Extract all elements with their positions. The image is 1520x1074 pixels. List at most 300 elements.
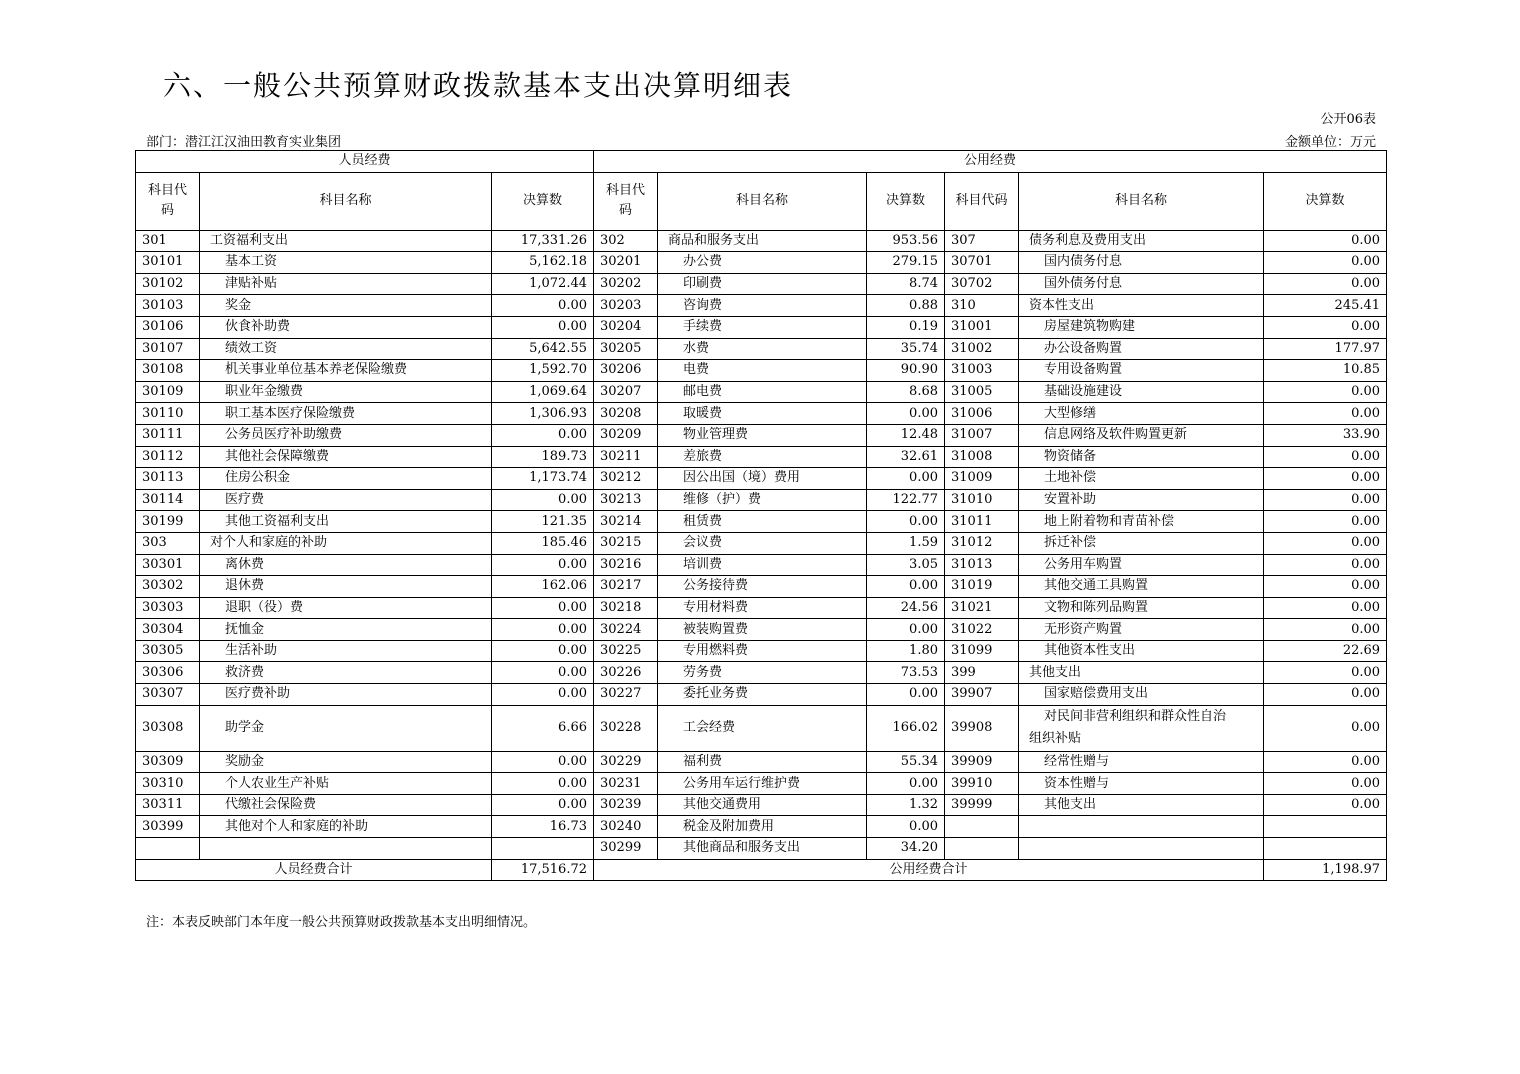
name-cell: 被装购置费 [658,619,867,641]
public-total-value: 1,198.97 [1264,859,1387,881]
code-cell: 30228 [594,705,658,751]
name-cell: 电费 [658,360,867,382]
code-cell: 30213 [594,489,658,511]
code-cell: 30215 [594,532,658,554]
amount-cell: 166.02 [867,705,945,751]
name-cell: 机关事业单位基本养老保险缴费 [200,360,492,382]
code-cell: 31019 [945,576,1019,598]
name-cell: 抚恤金 [200,619,492,641]
amount-cell: 1.32 [867,794,945,816]
amount-unit: 金额单位：万元 [1284,135,1376,150]
name-cell: 商品和服务支出 [658,230,867,252]
name-cell: 资本性赠与 [1019,773,1264,795]
name-cell: 无形资产购置 [1019,619,1264,641]
code-cell: 30225 [594,640,658,662]
name-cell [1019,816,1264,838]
name-cell: 其他交通费用 [658,794,867,816]
amount-cell: 22.69 [1264,640,1387,662]
amount-cell: 189.73 [492,446,594,468]
name-cell: 公务用车购置 [1019,554,1264,576]
amount-cell: 0.00 [1264,446,1387,468]
code-cell: 30207 [594,381,658,403]
amount-cell: 1,592.70 [492,360,594,382]
amount-cell: 1.80 [867,640,945,662]
code-cell: 30111 [136,424,200,446]
code-cell: 302 [594,230,658,252]
code-cell: 30224 [594,619,658,641]
name-cell: 代缴社会保险费 [200,794,492,816]
table-row [136,684,1387,706]
code-cell: 31002 [945,338,1019,360]
amount-cell: 32.61 [867,446,945,468]
amount-header: 决算数 [1264,172,1387,230]
amount-cell: 245.41 [1264,295,1387,317]
amount-cell: 0.00 [492,295,594,317]
name-cell: 文物和陈列品购置 [1019,597,1264,619]
amount-cell: 1,306.93 [492,403,594,425]
name-cell: 公务员医疗补助缴费 [200,424,492,446]
code-cell: 30199 [136,511,200,533]
table-row [136,273,1387,295]
code-cell: 30302 [136,576,200,598]
amount-cell: 122.77 [867,489,945,511]
code-cell: 31012 [945,532,1019,554]
table-row [136,751,1387,773]
amount-cell: 1,173.74 [492,468,594,490]
amount-cell: 1.59 [867,532,945,554]
table-row [136,838,1387,860]
name-cell-line: 对民间非营利组织和群众性自治 [1044,709,1227,725]
name-cell: 水费 [658,338,867,360]
amount-cell: 0.00 [867,773,945,795]
code-cell: 39909 [945,751,1019,773]
code-cell: 30110 [136,403,200,425]
code-cell: 30108 [136,360,200,382]
code-cell: 310 [945,295,1019,317]
name-cell [1019,705,1264,751]
name-cell: 房屋建筑物购建 [1019,316,1264,338]
name-cell: 医疗费补助 [200,684,492,706]
name-cell: 绩效工资 [200,338,492,360]
name-cell: 基础设施建设 [1019,381,1264,403]
name-cell: 工会经费 [658,705,867,751]
name-cell: 税金及附加费用 [658,816,867,838]
amount-cell: 953.56 [867,230,945,252]
code-cell: 30202 [594,273,658,295]
name-cell: 委托业务费 [658,684,867,706]
code-cell: 30216 [594,554,658,576]
amount-cell: 1,069.64 [492,381,594,403]
amount-cell: 0.00 [1264,662,1387,684]
code-cell: 30205 [594,338,658,360]
amount-cell: 162.06 [492,576,594,598]
name-cell [1019,838,1264,860]
table-row [136,554,1387,576]
name-cell: 印刷费 [658,273,867,295]
name-cell: 邮电费 [658,381,867,403]
amount-cell: 185.46 [492,532,594,554]
amount-cell: 0.00 [1264,381,1387,403]
amount-cell: 0.00 [492,554,594,576]
code-cell: 301 [136,230,200,252]
code-cell: 30206 [594,360,658,382]
amount-cell: 279.15 [867,252,945,274]
code-cell: 30229 [594,751,658,773]
code-cell: 30310 [136,773,200,795]
code-cell: 39910 [945,773,1019,795]
code-cell: 31010 [945,489,1019,511]
amount-cell: 0.00 [1264,489,1387,511]
amount-cell: 0.00 [1264,684,1387,706]
name-cell: 资本性支出 [1019,295,1264,317]
code-cell [945,838,1019,860]
amount-cell: 0.19 [867,316,945,338]
code-cell: 30113 [136,468,200,490]
page-title: 六、一般公共预算财政拨款基本支出决算明细表 [163,69,794,102]
code-cell: 30107 [136,338,200,360]
code-cell: 307 [945,230,1019,252]
amount-cell: 24.56 [867,597,945,619]
name-cell: 信息网络及软件购置更新 [1019,424,1264,446]
amount-cell: 0.00 [1264,619,1387,641]
amount-cell: 0.00 [492,619,594,641]
code-cell: 30304 [136,619,200,641]
table-row [136,360,1387,382]
code-cell: 31021 [945,597,1019,619]
personnel-total-value: 17,516.72 [492,859,594,881]
name-cell: 专用设备购置 [1019,360,1264,382]
amount-cell: 6.66 [492,705,594,751]
name-cell: 拆迁补偿 [1019,532,1264,554]
name-cell: 国内债务付息 [1019,252,1264,274]
name-cell: 离休费 [200,554,492,576]
name-cell: 专用材料费 [658,597,867,619]
code-cell: 30218 [594,597,658,619]
amount-cell: 0.00 [1264,403,1387,425]
amount-cell: 0.00 [867,511,945,533]
name-cell: 福利费 [658,751,867,773]
name-cell: 公务用车运行维护费 [658,773,867,795]
amount-cell: 8.74 [867,273,945,295]
amount-cell: 5,642.55 [492,338,594,360]
name-cell: 个人农业生产补贴 [200,773,492,795]
amount-cell [1264,816,1387,838]
table-row [136,295,1387,317]
table-row [136,773,1387,795]
code-header: 科目代码 [945,172,1019,230]
name-cell-line: 组织补贴 [1029,731,1082,747]
name-cell: 医疗费 [200,489,492,511]
amount-cell: 0.00 [492,662,594,684]
name-cell: 救济费 [200,662,492,684]
code-cell: 30226 [594,662,658,684]
code-cell: 30311 [136,794,200,816]
code-cell: 30208 [594,403,658,425]
name-cell: 维修（护）费 [658,489,867,511]
code-cell: 31006 [945,403,1019,425]
personnel-header: 人员经费 [136,151,594,173]
code-cell: 31005 [945,381,1019,403]
amount-header: 决算数 [867,172,945,230]
amount-cell: 0.00 [867,468,945,490]
code-cell: 30309 [136,751,200,773]
code-cell: 30240 [594,816,658,838]
personnel-total-label: 人员经费合计 [136,859,492,881]
table-row [136,403,1387,425]
name-cell: 公务接待费 [658,576,867,598]
name-header: 科目名称 [1019,172,1264,230]
amount-cell: 0.00 [492,316,594,338]
code-cell: 30101 [136,252,200,274]
amount-cell: 12.48 [867,424,945,446]
amount-cell: 90.90 [867,360,945,382]
table-row [136,446,1387,468]
public-header: 公用经费 [594,151,1387,173]
code-cell: 30114 [136,489,200,511]
code-cell: 39908 [945,705,1019,751]
code-cell: 31099 [945,640,1019,662]
table-row [136,338,1387,360]
amount-cell: 0.00 [867,684,945,706]
amount-cell: 8.68 [867,381,945,403]
table-row [136,640,1387,662]
name-cell: 土地补偿 [1019,468,1264,490]
name-cell: 办公设备购置 [1019,338,1264,360]
name-cell: 大型修缮 [1019,403,1264,425]
name-cell: 其他资本性支出 [1019,640,1264,662]
code-cell: 31003 [945,360,1019,382]
amount-cell: 0.00 [1264,316,1387,338]
code-cell: 30239 [594,794,658,816]
amount-cell: 0.00 [492,424,594,446]
table-row [136,424,1387,446]
name-header: 科目名称 [658,172,867,230]
name-cell: 咨询费 [658,295,867,317]
code-cell: 31009 [945,468,1019,490]
code-cell: 39907 [945,684,1019,706]
code-cell: 30303 [136,597,200,619]
name-cell: 职工基本医疗保险缴费 [200,403,492,425]
amount-cell [1264,838,1387,860]
amount-cell: 0.00 [867,576,945,598]
code-cell: 30103 [136,295,200,317]
name-cell: 工资福利支出 [200,230,492,252]
amount-cell: 5,162.18 [492,252,594,274]
name-cell: 其他对个人和家庭的补助 [200,816,492,838]
code-cell: 30217 [594,576,658,598]
table-row [136,532,1387,554]
name-cell: 退职（役）费 [200,597,492,619]
table-row [136,705,1387,751]
name-cell: 其他支出 [1019,794,1264,816]
amount-cell: 0.00 [867,403,945,425]
code-cell: 31001 [945,316,1019,338]
name-cell [200,838,492,860]
code-cell: 31022 [945,619,1019,641]
code-cell: 30203 [594,295,658,317]
amount-cell: 3.05 [867,554,945,576]
code-cell: 30307 [136,684,200,706]
code-cell: 30112 [136,446,200,468]
name-cell: 物资储备 [1019,446,1264,468]
amount-cell: 0.00 [867,619,945,641]
amount-cell: 0.00 [1264,597,1387,619]
name-cell: 奖励金 [200,751,492,773]
footnote: 注：本表反映部门本年度一般公共预算财政拨款基本支出明细情况。 [146,915,537,930]
code-cell: 30308 [136,705,200,751]
amount-cell: 0.00 [1264,794,1387,816]
code-cell: 30701 [945,252,1019,274]
table-row [136,511,1387,533]
table-row [136,619,1387,641]
amount-cell: 10.85 [1264,360,1387,382]
name-cell: 办公费 [658,252,867,274]
amount-cell: 0.00 [492,794,594,816]
form-number: 公开06表 [1320,112,1376,127]
department-label: 部门：潜江江汉油田教育实业集团 [146,135,342,150]
name-cell: 会议费 [658,532,867,554]
amount-cell: 0.00 [1264,468,1387,490]
code-cell [136,838,200,860]
amount-cell: 0.00 [1264,773,1387,795]
amount-cell: 0.00 [1264,751,1387,773]
table-row [136,230,1387,252]
name-cell: 住房公积金 [200,468,492,490]
name-cell: 对个人和家庭的补助 [200,532,492,554]
code-cell: 30231 [594,773,658,795]
name-cell: 国家赔偿费用支出 [1019,684,1264,706]
name-cell: 地上附着物和青苗补偿 [1019,511,1264,533]
name-header: 科目名称 [200,172,492,230]
code-cell: 303 [136,532,200,554]
code-cell: 31011 [945,511,1019,533]
code-cell: 30227 [594,684,658,706]
table-row [136,468,1387,490]
code-cell: 30299 [594,838,658,860]
amount-cell: 0.00 [492,489,594,511]
code-cell: 31013 [945,554,1019,576]
amount-cell: 121.35 [492,511,594,533]
name-cell: 手续费 [658,316,867,338]
code-cell: 30306 [136,662,200,684]
amount-cell: 1,072.44 [492,273,594,295]
name-cell: 债务利息及费用支出 [1019,230,1264,252]
amount-cell: 0.00 [1264,230,1387,252]
name-cell: 其他社会保障缴费 [200,446,492,468]
amount-cell: 0.00 [1264,252,1387,274]
name-cell: 物业管理费 [658,424,867,446]
code-cell: 30204 [594,316,658,338]
amount-cell: 0.00 [492,684,594,706]
amount-cell: 34.20 [867,838,945,860]
table-row [136,597,1387,619]
amount-cell: 17,331.26 [492,230,594,252]
name-cell: 奖金 [200,295,492,317]
code-cell: 399 [945,662,1019,684]
name-cell: 退休费 [200,576,492,598]
name-cell: 国外债务付息 [1019,273,1264,295]
code-cell: 30305 [136,640,200,662]
name-cell: 基本工资 [200,252,492,274]
table-row [136,662,1387,684]
name-cell: 差旅费 [658,446,867,468]
amount-cell: 55.34 [867,751,945,773]
code-cell: 30301 [136,554,200,576]
expenditure-table [135,150,1387,881]
code-cell: 30211 [594,446,658,468]
amount-cell: 0.00 [492,640,594,662]
amount-cell: 177.97 [1264,338,1387,360]
amount-cell [492,838,594,860]
code-cell: 39999 [945,794,1019,816]
name-cell: 培训费 [658,554,867,576]
code-cell: 31008 [945,446,1019,468]
amount-cell: 0.00 [1264,273,1387,295]
name-cell: 其他商品和服务支出 [658,838,867,860]
name-cell: 助学金 [200,705,492,751]
code-cell: 30212 [594,468,658,490]
code-cell: 30399 [136,816,200,838]
amount-cell: 0.00 [1264,511,1387,533]
amount-cell: 0.00 [1264,532,1387,554]
name-cell: 伙食补助费 [200,316,492,338]
code-cell: 30102 [136,273,200,295]
name-cell: 津贴补贴 [200,273,492,295]
code-cell: 30109 [136,381,200,403]
name-cell: 其他工资福利支出 [200,511,492,533]
code-cell: 30106 [136,316,200,338]
amount-cell: 0.00 [1264,705,1387,751]
name-cell: 因公出国（境）费用 [658,468,867,490]
code-header: 科目代码 [136,172,200,230]
table-row [136,252,1387,274]
code-cell: 30209 [594,424,658,446]
code-header: 科目代码 [594,172,658,230]
public-total-label: 公用经费合计 [594,859,1264,881]
name-cell: 安置补助 [1019,489,1264,511]
table-row [136,316,1387,338]
amount-cell: 0.88 [867,295,945,317]
code-cell: 31007 [945,424,1019,446]
name-cell: 取暖费 [658,403,867,425]
amount-header: 决算数 [492,172,594,230]
amount-cell: 0.00 [492,751,594,773]
table-row [136,576,1387,598]
amount-cell: 35.74 [867,338,945,360]
code-cell [945,816,1019,838]
name-cell: 职业年金缴费 [200,381,492,403]
table-row [136,794,1387,816]
table-row [136,381,1387,403]
amount-cell: 0.00 [492,597,594,619]
code-cell: 30214 [594,511,658,533]
code-cell: 30702 [945,273,1019,295]
amount-cell: 0.00 [492,773,594,795]
amount-cell: 16.73 [492,816,594,838]
name-cell: 其他交通工具购置 [1019,576,1264,598]
amount-cell: 0.00 [1264,576,1387,598]
table-row [136,816,1387,838]
amount-cell: 0.00 [867,816,945,838]
table-row [136,489,1387,511]
amount-cell: 0.00 [1264,554,1387,576]
amount-cell: 33.90 [1264,424,1387,446]
name-cell: 专用燃料费 [658,640,867,662]
code-cell: 30201 [594,252,658,274]
amount-cell: 73.53 [867,662,945,684]
name-cell: 劳务费 [658,662,867,684]
name-cell: 经常性赠与 [1019,751,1264,773]
